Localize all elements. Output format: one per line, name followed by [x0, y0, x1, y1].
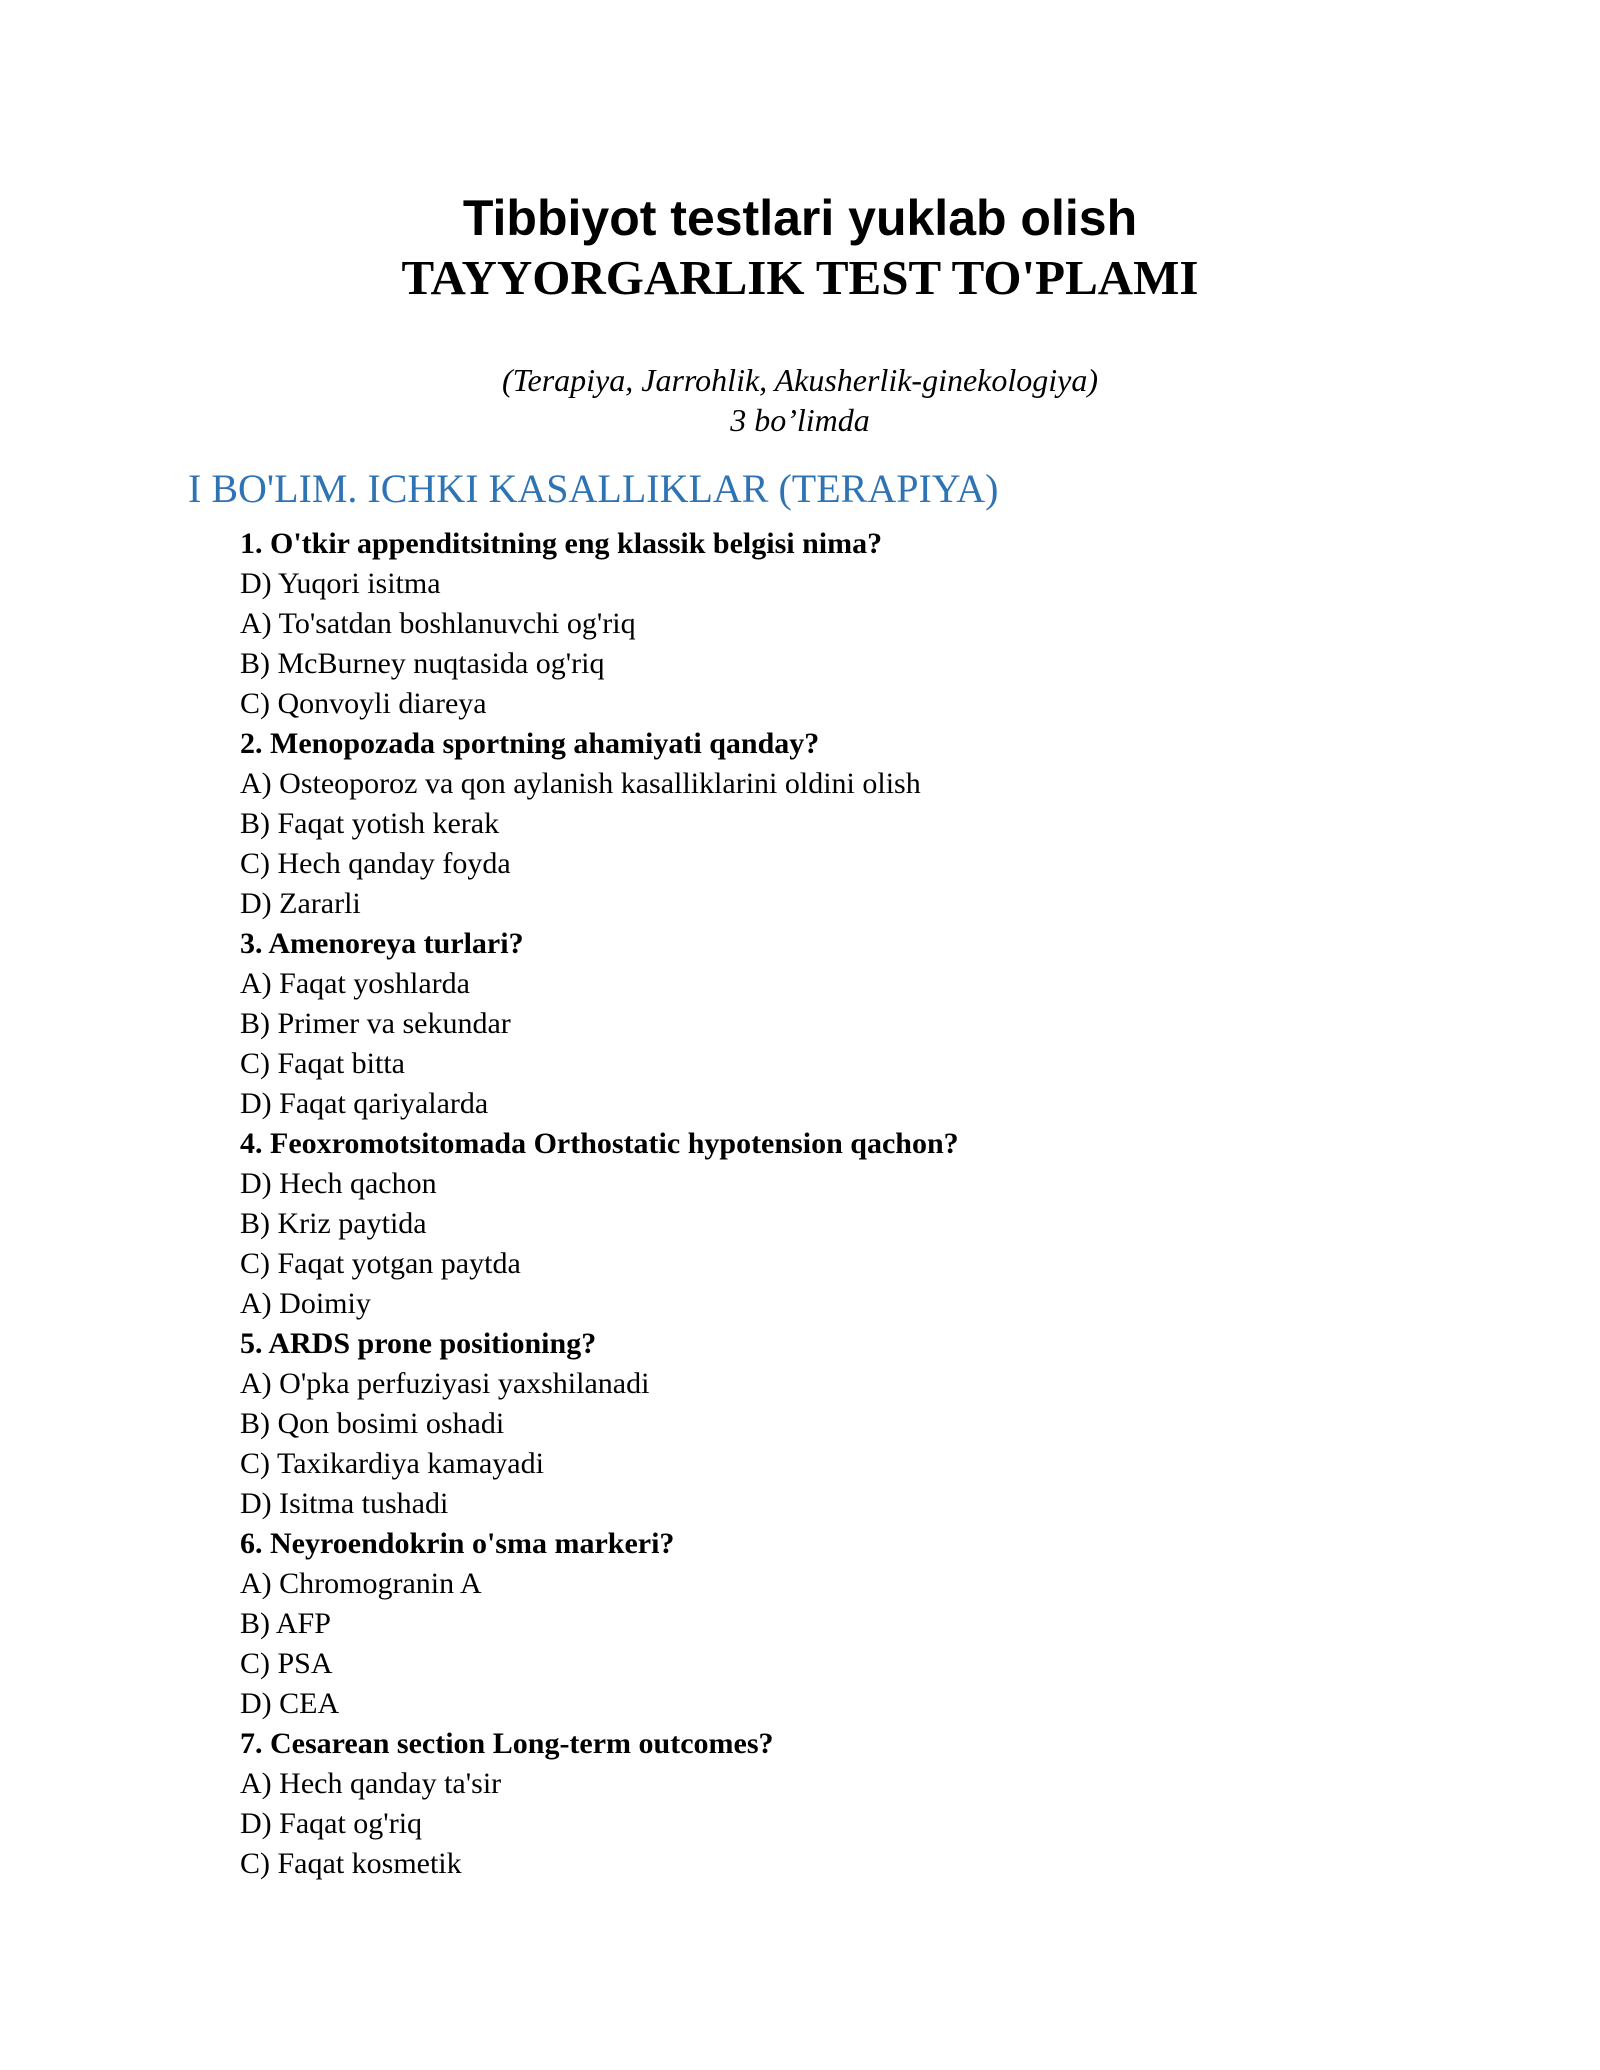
answer-option: A) Hech qanday ta'sir — [240, 1767, 502, 1800]
question-text: 5. ARDS prone positioning? — [240, 1327, 597, 1360]
document-subtitle-heading: TAYYORGARLIK TEST TO'PLAMI — [401, 250, 1199, 305]
answer-option: B) Kriz paytida — [240, 1207, 427, 1240]
answer-option: C) Qonvoyli diareya — [240, 687, 487, 720]
answer-option: D) Yuqori isitma — [240, 567, 441, 600]
answer-option: D) Isitma tushadi — [240, 1487, 449, 1520]
title-block — [0, 188, 1600, 308]
question-item — [240, 1724, 1440, 1884]
question-item — [240, 1524, 1440, 1724]
question-item — [240, 1124, 1440, 1324]
question-text: 1. O'tkir appenditsitning eng klassik belgisi nima? — [240, 527, 883, 560]
answer-option: A) Faqat yoshlarda — [240, 967, 470, 1000]
question-text: 2. Menopozada sportning ahamiyati qanday? — [240, 727, 820, 760]
answer-option: B) Faqat yotish kerak — [240, 807, 500, 840]
answer-option: D) Zararli — [240, 887, 361, 920]
answer-option: A) To'satdan boshlanuvchi og'riq — [240, 607, 636, 640]
section-heading: I BO'LIM. ICHKI KASALLIKLAR (TERAPIYA) — [188, 466, 999, 511]
question-item — [240, 1324, 1440, 1524]
answer-option: A) Osteoporoz va qon aylanish kasalliklarini oldini olish — [240, 767, 921, 800]
answer-option: D) Hech qachon — [240, 1167, 437, 1200]
question-text: 3. Amenoreya turlari? — [240, 927, 524, 960]
question-text: 6. Neyroendokrin o'sma markeri? — [240, 1527, 675, 1560]
answer-option: C) Faqat yotgan paytda — [240, 1247, 521, 1280]
answer-option: A) Chromogranin A — [240, 1567, 482, 1600]
answer-option: C) Hech qanday foyda — [240, 847, 511, 880]
question-text: 4. Feoxromotsitomada Orthostatic hypotension qachon? — [240, 1127, 959, 1160]
answer-option: A) Doimiy — [240, 1287, 371, 1320]
answer-option: D) CEA — [240, 1687, 340, 1720]
answer-option: D) Faqat qariyalarda — [240, 1087, 489, 1120]
answer-option: C) PSA — [240, 1647, 333, 1680]
answer-option: C) Faqat bitta — [240, 1047, 405, 1080]
answer-option: C) Taxikardiya kamayadi — [240, 1447, 544, 1480]
question-item — [240, 724, 1440, 924]
answer-option: D) Faqat og'riq — [240, 1807, 423, 1840]
document-title: Tibbiyot testlari yuklab olish — [462, 190, 1138, 246]
question-item — [240, 924, 1440, 1124]
answer-option: B) Primer va sekundar — [240, 1007, 511, 1040]
subject-list: (Terapiya, Jarrohlik, Akusherlik-ginekologiya) — [501, 362, 1099, 398]
answer-option: B) Qon bosimi oshadi — [240, 1407, 505, 1440]
subtitle-block — [0, 360, 1600, 440]
answer-option: C) Faqat kosmetik — [240, 1847, 462, 1880]
answer-option: B) McBurney nuqtasida og'riq — [240, 647, 605, 680]
section-count: 3 bo’limda — [730, 402, 870, 438]
question-list — [240, 524, 1440, 1884]
question-item — [240, 524, 1440, 724]
answer-option: B) AFP — [240, 1607, 331, 1640]
question-text: 7. Cesarean section Long-term outcomes? — [240, 1727, 774, 1760]
answer-option: A) O'pka perfuziyasi yaxshilanadi — [240, 1367, 650, 1400]
